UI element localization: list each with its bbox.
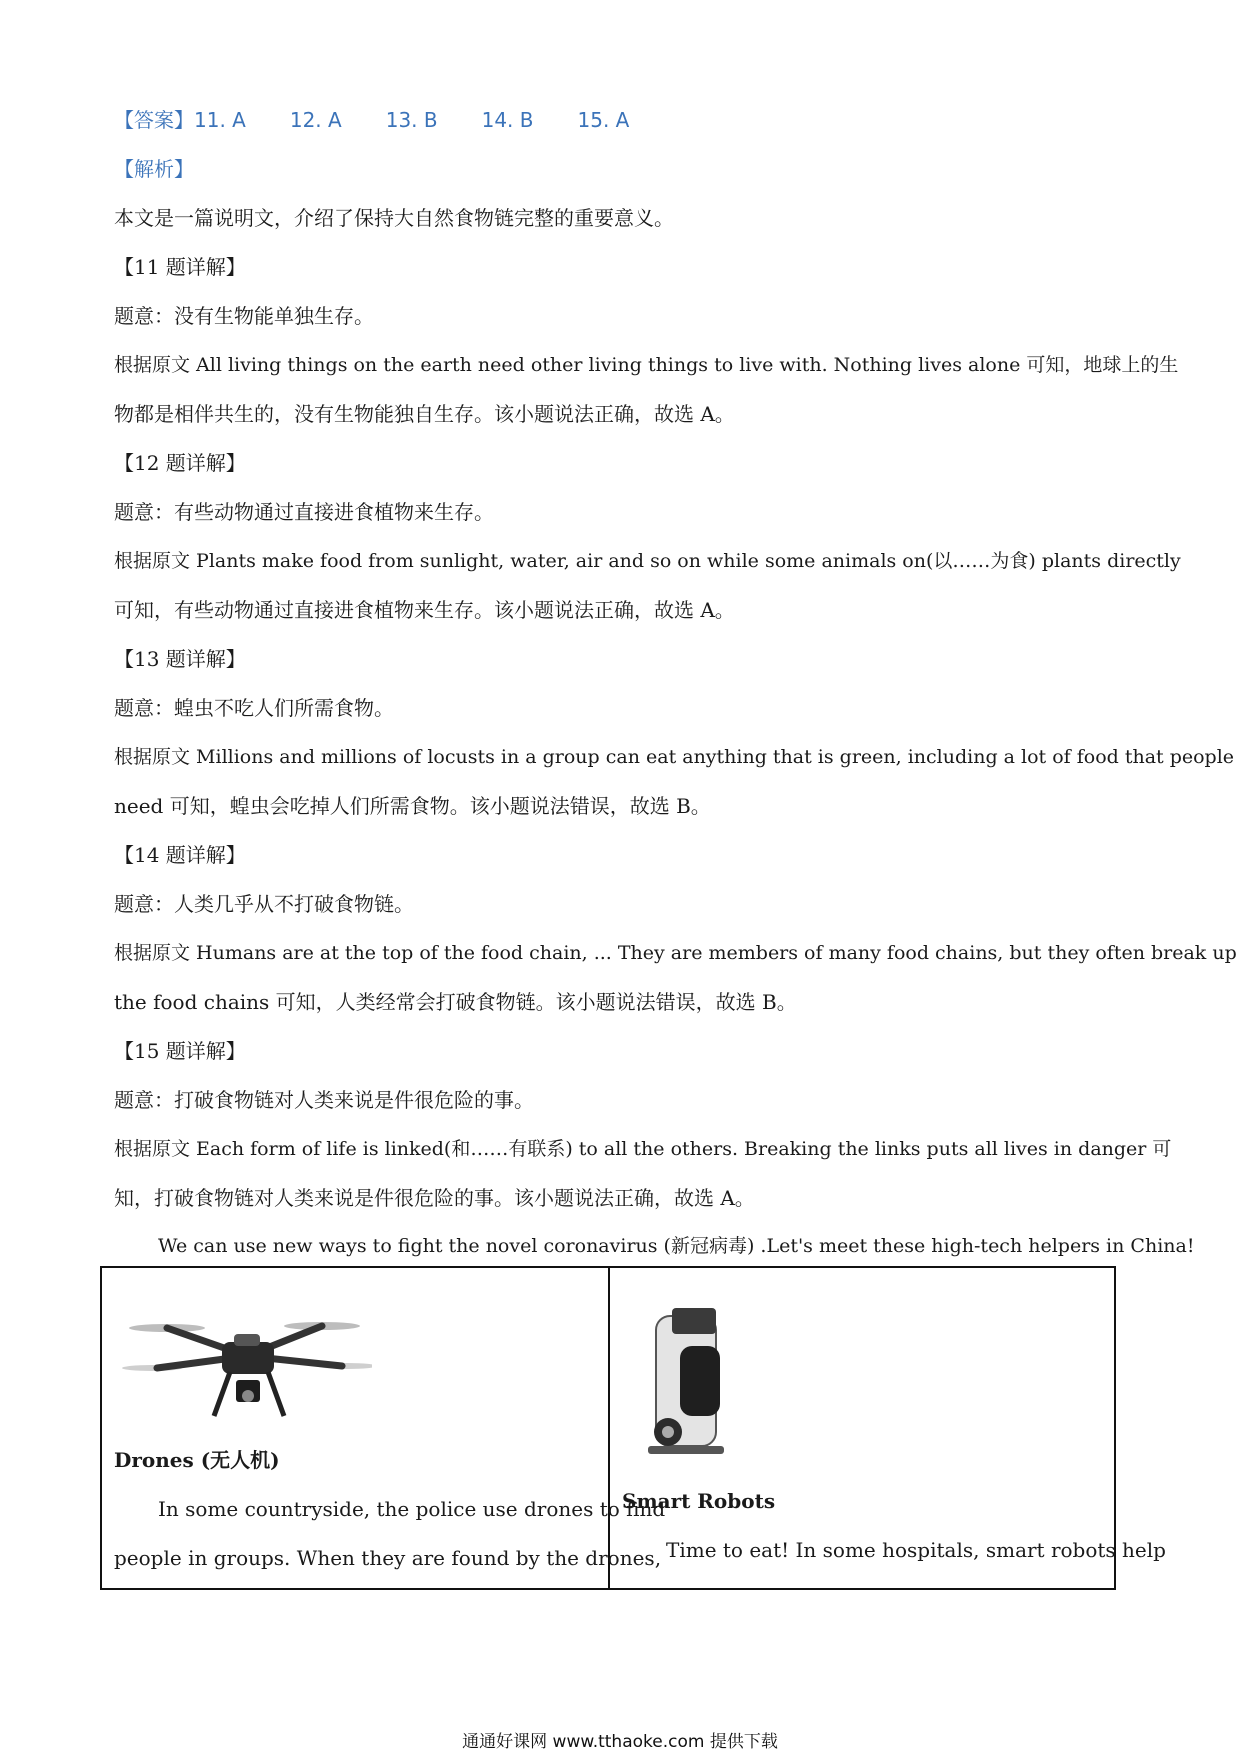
page-footer: 通通好课网 www.tthaoke.com 提供下载 [462, 1732, 778, 1752]
question-explanation: the food chains 可知，人类经常会打破食物链。该小题说法错误，故选 B。 [114, 990, 797, 1014]
question-explanation: 根据原文 Each form of life is linked(和……有联系) to all the others. Breaking the links puts all lives in danger 可 [114, 1138, 1172, 1160]
question-explanation: 根据原文 Millions and millions of locusts in a group can eat anything that is green, including a lot of food that people [114, 746, 1235, 768]
answer-item: 15. A [577, 108, 630, 132]
question-explanation: 根据原文 Humans are at the top of the food chain, ... They are members of many food chains, but they often break up [114, 942, 1237, 964]
robot-image [638, 1306, 738, 1466]
question-heading: 【12 题详解】 [114, 451, 246, 475]
question-heading: 【14 题详解】 [114, 843, 246, 867]
answer-item: 11. A [194, 108, 246, 132]
question-meaning: 题意：有些动物通过直接进食植物来生存。 [114, 500, 494, 524]
question-explanation: 物都是相伴共生的，没有生物能独自生存。该小题说法正确，故选 A。 [114, 402, 735, 426]
question-explanation: 根据原文 All living things on the earth need other living things to live with. Nothing lives alone 可知，地球上的生 [114, 354, 1179, 376]
answer-line [114, 106, 1134, 134]
question-explanation: 知，打破食物链对人类来说是件很危险的事。该小题说法正确，故选 A。 [114, 1186, 755, 1210]
answer-item: 13. B [385, 108, 438, 132]
question-meaning: 题意：蝗虫不吃人们所需食物。 [114, 696, 394, 720]
answer-item: 12. A [289, 108, 342, 132]
drone-image [122, 1306, 372, 1426]
answer-item: 14. B [481, 108, 534, 132]
table-cell-robots [610, 1268, 1166, 1588]
question-heading: 【15 题详解】 [114, 1039, 246, 1063]
summary-text: 本文是一篇说明文，介绍了保持大自然食物链完整的重要意义。 [114, 206, 674, 230]
question-meaning: 题意：没有生物能单独生存。 [114, 304, 374, 328]
question-meaning: 题意：打破食物链对人类来说是件很危险的事。 [114, 1088, 534, 1112]
passage-table [100, 1266, 1166, 1590]
question-heading: 【13 题详解】 [114, 647, 246, 671]
question-explanation: need 可知，蝗虫会吃掉人们所需食物。该小题说法错误，故选 B。 [114, 794, 711, 818]
robots-heading: Smart Robots [622, 1489, 776, 1513]
question-explanation: 可知，有些动物通过直接进食植物来生存。该小题说法正确，故选 A。 [114, 598, 735, 622]
passage-intro: We can use new ways to fight the novel coronavirus (新冠病毒) .Let's meet these high-tech helpers in China! [158, 1235, 1195, 1257]
question-meaning: 题意：人类几乎从不打破食物链。 [114, 892, 414, 916]
question-explanation: 根据原文 Plants make food from sunlight, water, air and so on while some animals on(以……为食) plants directly [114, 550, 1181, 572]
analysis-label: 【解析】 [114, 157, 194, 181]
drones-text: In some countryside, the police use drones to find [158, 1497, 666, 1521]
table-cell-drones [102, 1268, 666, 1588]
question-heading: 【11 题详解】 [114, 255, 246, 279]
drones-heading: Drones (无人机) [114, 1448, 280, 1472]
answer-label: 【答案】 [114, 108, 194, 132]
robots-text: Time to eat! In some hospitals, smart robots help [666, 1538, 1166, 1562]
drones-text: people in groups. When they are found by the drones, [114, 1546, 662, 1570]
